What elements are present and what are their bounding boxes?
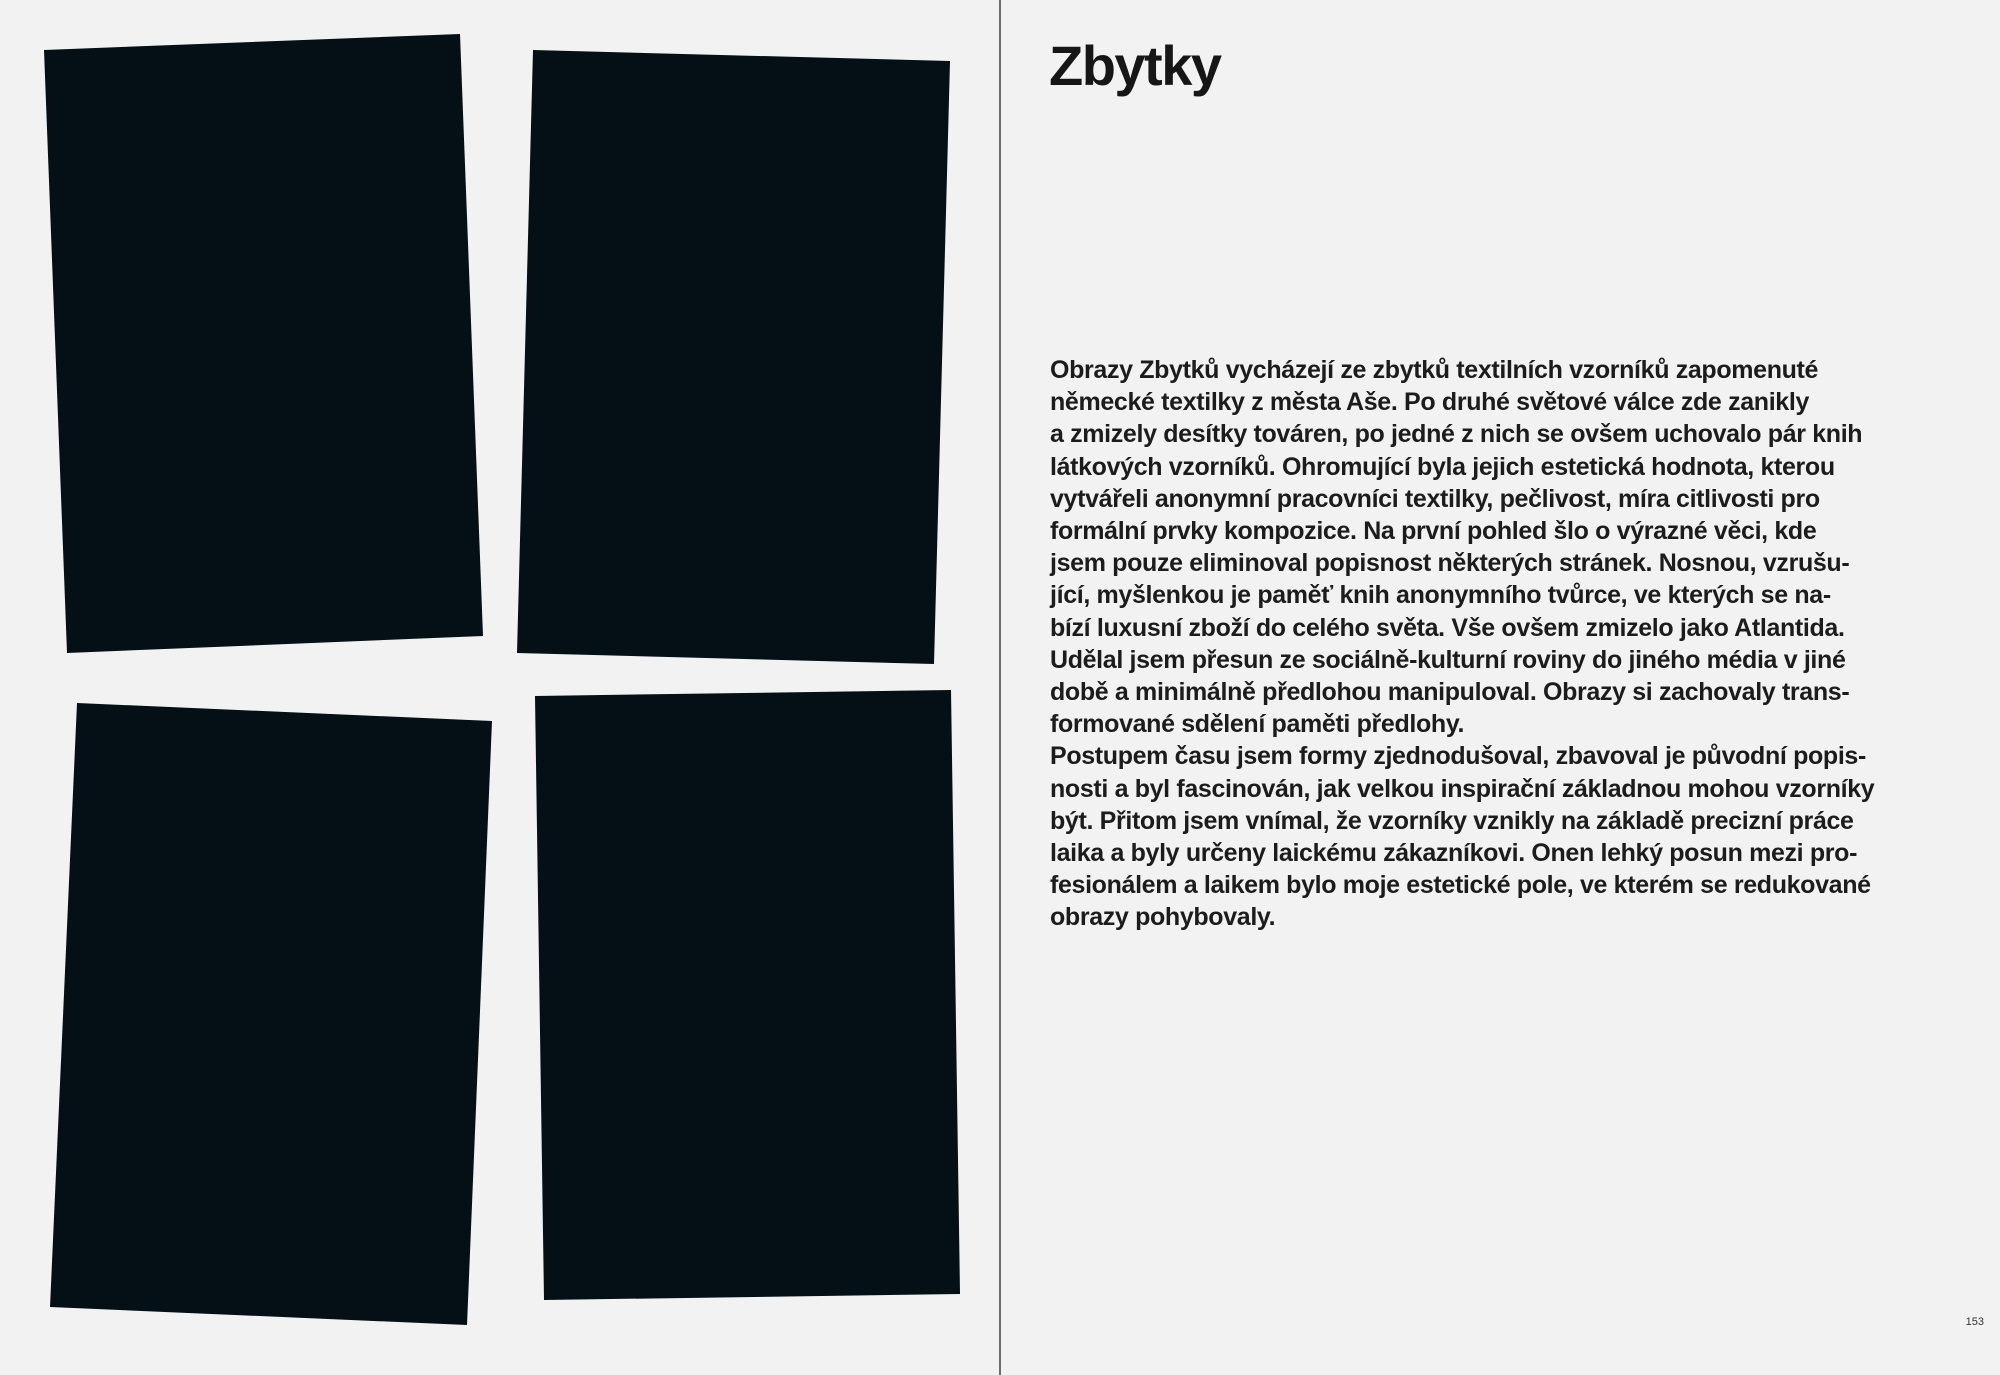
text-line: laika a byly určeny laickému zákazníkovi. Onen lehký posun mezi pro- <box>1050 839 1858 868</box>
text-line: době a minimálně předlohou manipuloval. Obrazy si zachovaly trans- <box>1050 678 1850 707</box>
right-page <box>1001 0 2000 1375</box>
text-line: německé textilky z města Aše. Po druhé světové válce zde zanikly <box>1050 388 1809 417</box>
artwork-panel-top-right <box>517 50 950 664</box>
text-line: formální prvky kompozice. Na první pohled šlo o výrazné věci, kde <box>1050 517 1817 546</box>
text-line: a zmizely desítky továren, po jedné z nich se ovšem uchovalo pár knih <box>1050 420 1863 449</box>
paragraph-1 <box>1050 354 1955 740</box>
text-line: jící, myšlenkou je paměť knih anonymního tvůrce, ve kterých se na- <box>1050 581 1831 610</box>
text-line: jsem pouze eliminoval popisnost některých stránek. Nosnou, vzrušu- <box>1050 549 1850 578</box>
page-number: 153 <box>1965 1316 1984 1328</box>
artwork-panels <box>0 0 999 1375</box>
text-line: formované sdělení paměti předlohy. <box>1050 710 1465 739</box>
text-line: obrazy pohybovaly. <box>1050 903 1276 932</box>
page-title: Zbytky <box>1049 34 1221 97</box>
text-line: nosti a byl fascinován, jak velkou inspirační základnou mohou vzorníky <box>1050 774 1875 803</box>
text-line: vytvářeli anonymní pracovníci textilky, pečlivost, míra citlivosti pro <box>1050 484 1820 513</box>
artwork-panel-top-left <box>44 34 483 653</box>
artwork-panel-bottom-left <box>50 703 492 1325</box>
body-text <box>1050 354 1955 934</box>
left-page <box>0 0 999 1375</box>
text-line: Obrazy Zbytků vycházejí ze zbytků textilních vzorníků zapomenuté <box>1050 356 1819 384</box>
text-line: Udělal jsem přesun ze sociálně-kulturní roviny do jiného média v jiné <box>1050 645 1846 674</box>
text-line: látkových vzorníků. Ohromující byla jejich estetická hodnota, kterou <box>1050 452 1835 481</box>
text-line: Postupem času jsem formy zjednodušoval, zbavoval je původní popis- <box>1050 742 1866 771</box>
text-line: bízí luxusní zboží do celého světa. Vše ovšem zmizelo jako Atlantida. <box>1050 613 1845 642</box>
artwork-panel-bottom-right <box>535 690 960 1300</box>
text-line: fesionálem a laikem bylo moje estetické pole, ve kterém se redukované <box>1050 871 1871 900</box>
paragraph-2 <box>1050 740 1955 933</box>
text-line: být. Přitom jsem vnímal, že vzorníky vznikly na základě precizní práce <box>1050 806 1854 835</box>
